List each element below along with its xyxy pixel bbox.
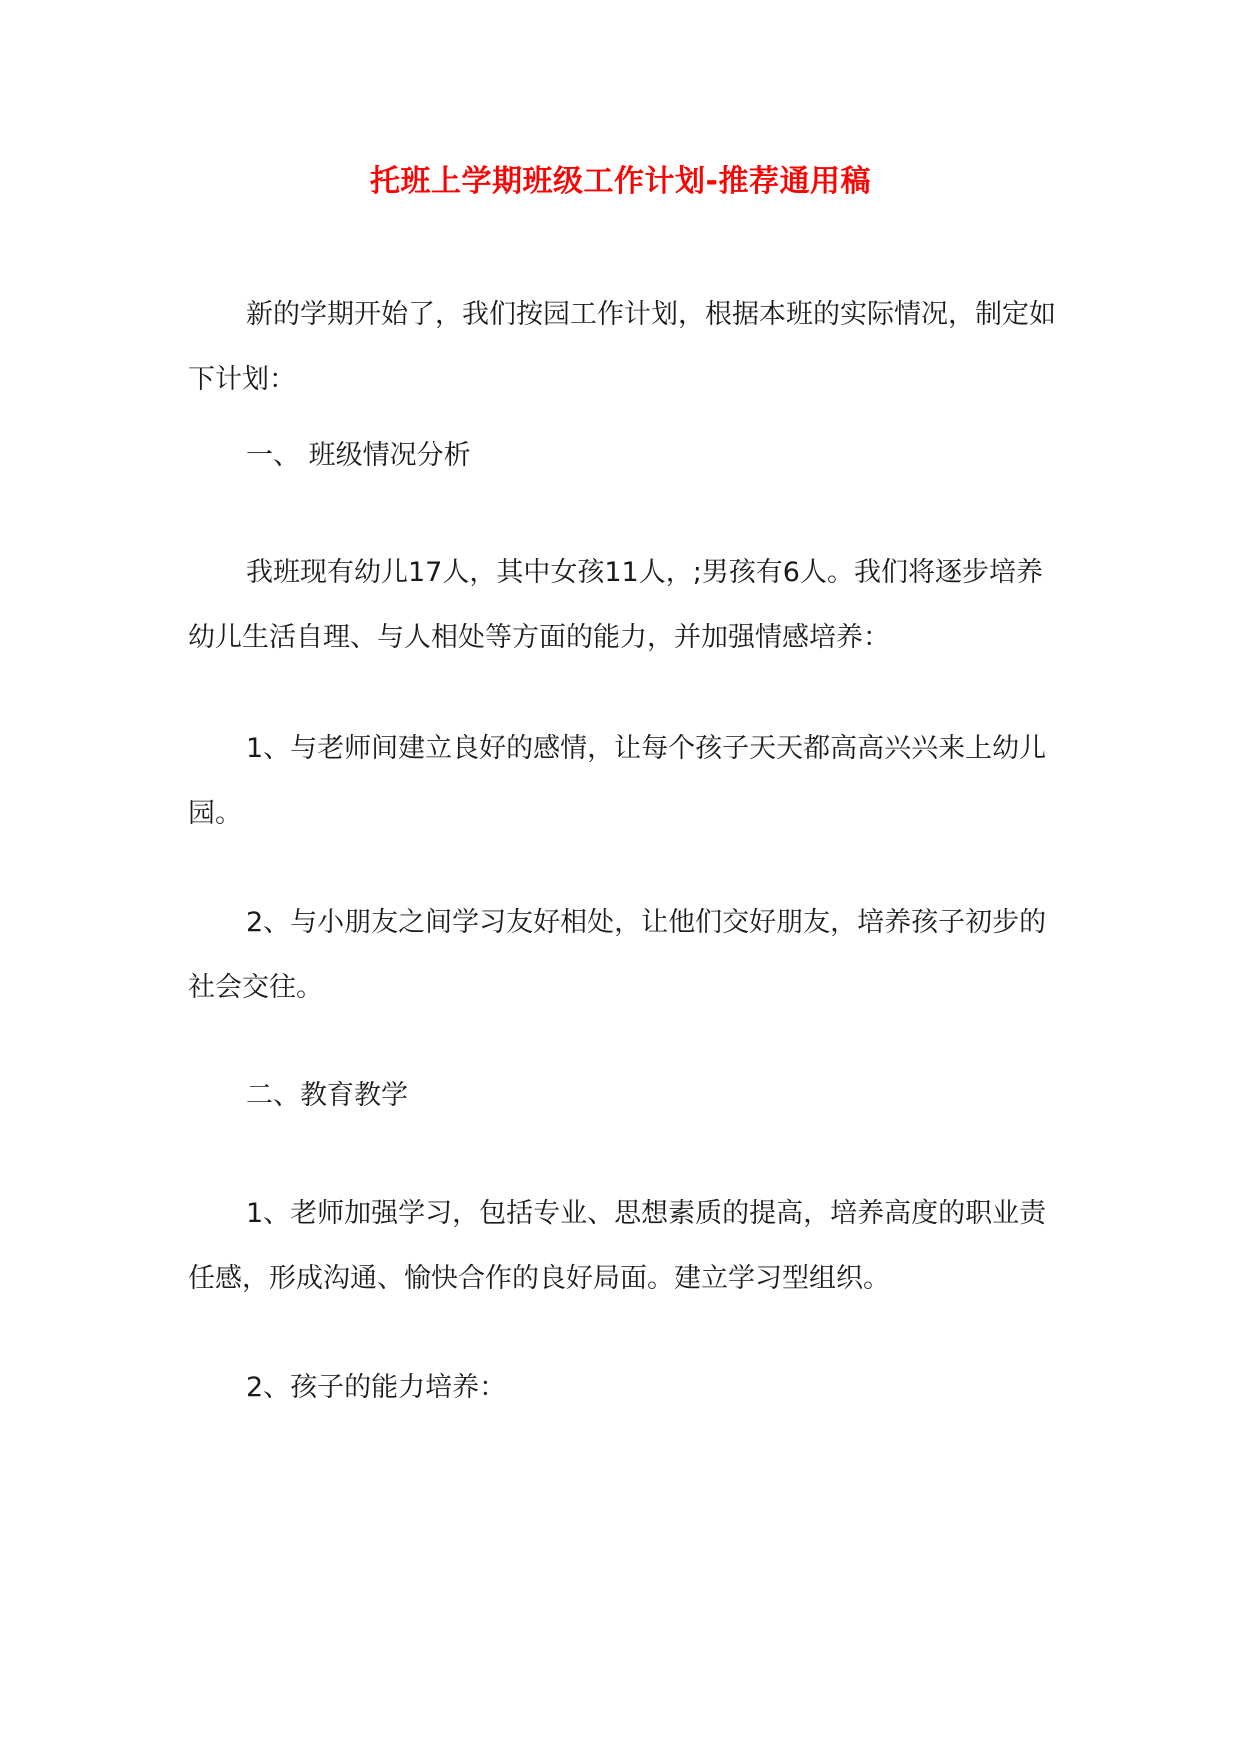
heading-education: 二、教育教学 <box>246 1080 408 1111</box>
paragraph-teacher-learning: 1、老师加强学习，包括专业、思想素质的提高，培养高度的职业责任感，形成沟通、愉快合作的良好局面。建立学习型组织。 <box>188 1198 1047 1294</box>
paragraph-item-1: 1、与老师间建立良好的感情，让每个孩子天天都高高兴兴来上幼儿园。 <box>188 733 1047 829</box>
heading-class-analysis: 一、 班级情况分析 <box>246 440 471 471</box>
paragraph-intro: 新的学期开始了，我们按园工作计划，根据本班的实际情况，制定如下计划： <box>188 299 1056 395</box>
paragraph-item-2: 2、与小朋友之间学习友好相处，让他们交好朋友，培养孩子初步的社会交往。 <box>188 907 1047 1003</box>
paragraph-class-situation: 我班现有幼儿17人，其中女孩11人，;男孩有6人。我们将逐步培养幼儿生活自理、与人相处等方面的能力，并加强情感培养： <box>188 557 1043 653</box>
paragraph-child-ability: 2、孩子的能力培养： <box>246 1372 507 1403</box>
document-title: 托班上学期班级工作计划-推荐通用稿 <box>370 164 871 199</box>
